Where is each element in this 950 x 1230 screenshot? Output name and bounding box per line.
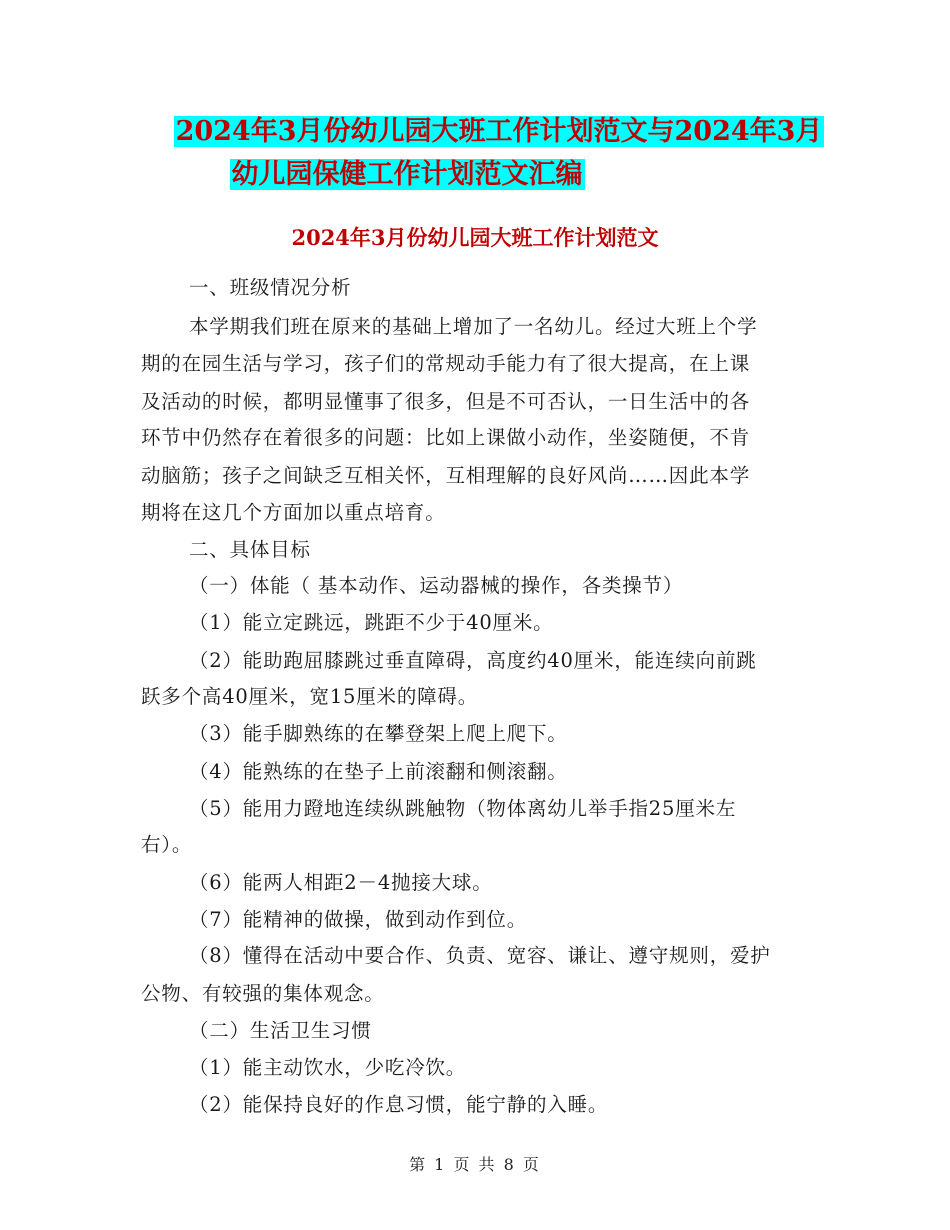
list-item-continued: 右）。: [141, 833, 193, 856]
title-highlight-2: 幼儿园保健工作计划范文汇编: [231, 159, 583, 190]
page-footer: 第 1 页 共 8 页: [409, 1155, 541, 1174]
paragraph-line: 期将在这几个方面加以重点培育。: [141, 501, 446, 524]
paragraph-line: 环节中仍然存在着很多的问题：比如上课做小动作，坐姿随便，不肯: [141, 426, 751, 449]
list-item: （1）能立定跳远，跳距不少于40厘米。: [189, 611, 554, 634]
list-item: （2）能保持良好的作息习惯，能宁静的入睡。: [189, 1093, 609, 1116]
subheading-physical: （一）体能（ 基本动作、运动器械的操作，各类操节）: [189, 574, 684, 597]
list-item-continued: 公物、有较强的集体观念。: [141, 982, 385, 1005]
title-highlight-1: 2024年3月份幼儿园大班工作计划范文与2024年3月: [175, 116, 823, 147]
list-item: （4）能熟练的在垫子上前滚翻和侧滚翻。: [189, 760, 568, 783]
paragraph-line: 本学期我们班在原来的基础上增加了一名幼儿。经过大班上个学: [189, 315, 758, 338]
list-item: （6）能两人相距2－4抛接大球。: [189, 871, 493, 894]
list-item: （8）懂得在活动中要合作、负责、宽容、谦让、遵守规则，爱护: [189, 944, 771, 967]
heading-specific-goals: 二、具体目标: [189, 538, 311, 561]
list-item: （2）能助跑屈膝跳过垂直障碍，高度约40厘米，能连续向前跳: [189, 649, 757, 672]
list-item: （7）能精神的做操，做到动作到位。: [189, 908, 528, 931]
paragraph-line: 期的在园生活与学习，孩子们的常规动手能力有了很大提高，在上课: [141, 352, 751, 375]
document-title-line-1: [24, 109, 950, 155]
paragraph-line: 动脑筋；孩子之间缺乏互相关怀，互相理解的良好风尚……因此本学: [141, 464, 751, 487]
list-item-continued: 跃多个高40厘米，宽15厘米的障碍。: [141, 685, 479, 708]
subheading-hygiene: （二）生活卫生习惯: [189, 1019, 372, 1042]
list-item: （1）能主动饮水，少吃冷饮。: [189, 1056, 467, 1079]
document-title-line-2: [0, 152, 882, 198]
list-item: （5）能用力蹬地连续纵跳触物（物体离幼儿举手指25厘米左: [189, 797, 737, 820]
heading-class-analysis: 一、班级情况分析: [189, 276, 352, 299]
paragraph-line: 及活动的时候，都明显懂事了很多，但是不可否认，一日生活中的各: [141, 390, 751, 413]
section-title: 2024年3月份幼儿园大班工作计划范文: [291, 225, 659, 250]
list-item: （3）能手脚熟练的在攀登架上爬上爬下。: [189, 722, 568, 745]
